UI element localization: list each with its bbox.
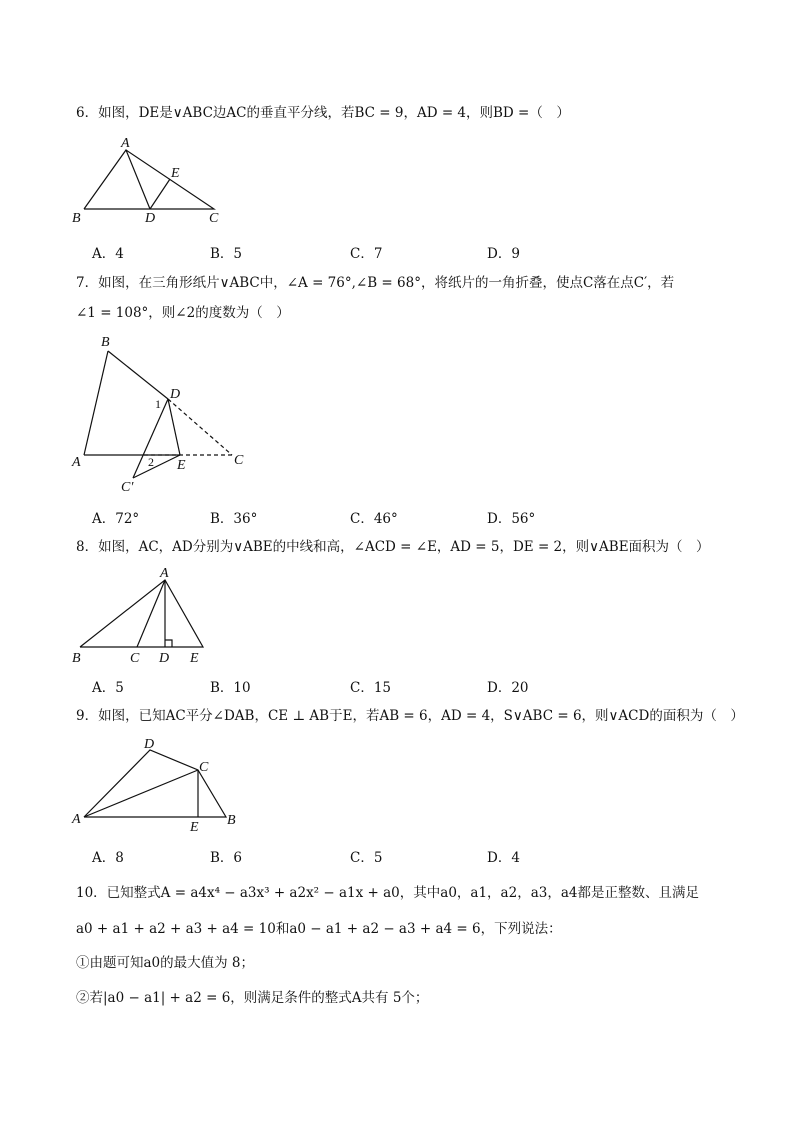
label-c: C: [209, 211, 219, 226]
label-c-prime: C′: [121, 480, 134, 495]
question-6-stem: 6．如图，DE是∨ABC边AC的垂直平分线，若BC = 9，AD = 4，则BD =（ ）: [76, 105, 570, 121]
option-a[interactable]: A．5: [92, 680, 124, 696]
question-10-stem-line1: 10．已知整式A = a4x⁴ − a3x³ + a2x² − a1x + a0，其中a0，a1，a2，a3，a4都是正整数、且满足: [76, 885, 699, 901]
option-c[interactable]: C．15: [350, 680, 392, 696]
label-d: D: [145, 211, 156, 226]
label-e: E: [190, 820, 199, 835]
label-c: C: [234, 453, 244, 468]
label-c: C: [130, 651, 140, 666]
option-c[interactable]: C．7: [350, 246, 383, 262]
label-a: A: [72, 812, 81, 827]
question-7-stem-line2: ∠1 = 108°，则∠2的度数为（ ）: [76, 305, 290, 321]
label-b: B: [72, 211, 81, 226]
option-b[interactable]: B．10: [210, 680, 251, 696]
option-b[interactable]: B．36°: [210, 511, 258, 527]
label-b: B: [227, 813, 236, 828]
label-d: D: [159, 651, 170, 666]
option-d[interactable]: D．20: [487, 680, 529, 696]
question-10-statement-2: ②若|a0 − a1| + a2 = 6，则满足条件的整式A共有 5个；: [76, 990, 429, 1006]
label-e: E: [177, 458, 186, 473]
label-c: C: [199, 760, 209, 775]
option-b[interactable]: B．5: [210, 246, 243, 262]
option-d[interactable]: D．4: [487, 850, 520, 866]
question-10-stem-line2: a0 + a1 + a2 + a3 + a4 = 10和a0 − a1 + a2 − a3 + a4 = 6，下列说法：: [76, 921, 562, 937]
label-angle-2: 2: [148, 455, 154, 469]
question-7-stem-line1: 7．如图，在三角形纸片∨ABC中，∠A = 76°,∠B = 68°，将纸片的一角折叠，使点C落在点C′，若: [76, 275, 675, 291]
label-b: B: [72, 651, 81, 666]
option-b[interactable]: B．6: [210, 850, 243, 866]
label-angle-1: 1: [155, 397, 161, 411]
question-8-stem: 8．如图，AC，AD分别为∨ABE的中线和高，∠ACD = ∠E，AD = 5，DE = 2，则∨ABE面积为（ ）: [76, 539, 710, 555]
label-a: A: [72, 455, 81, 470]
label-b: B: [101, 335, 110, 350]
option-a[interactable]: A．72°: [92, 511, 140, 527]
option-c[interactable]: C．46°: [350, 511, 398, 527]
option-a[interactable]: A．4: [92, 246, 124, 262]
segment-ac: [84, 770, 198, 817]
option-c[interactable]: C．5: [350, 850, 383, 866]
option-d[interactable]: D．9: [487, 246, 520, 262]
label-a: A: [160, 566, 169, 581]
label-e: E: [171, 166, 180, 181]
question-9-stem: 9．如图，已知AC平分∠DAB，CE ⊥ AB于E，若AB = 6，AD = 4，S∨ABC = 6，则∨ACD的面积为（ ）: [76, 708, 744, 724]
label-d: D: [144, 737, 155, 752]
question-10-statement-1: ①由题可知a0的最大值为 8；: [76, 955, 255, 971]
option-a[interactable]: A．8: [92, 850, 124, 866]
label-a: A: [121, 136, 130, 151]
label-d: D: [170, 387, 181, 402]
label-e: E: [190, 651, 199, 666]
option-d[interactable]: D．56°: [487, 511, 536, 527]
